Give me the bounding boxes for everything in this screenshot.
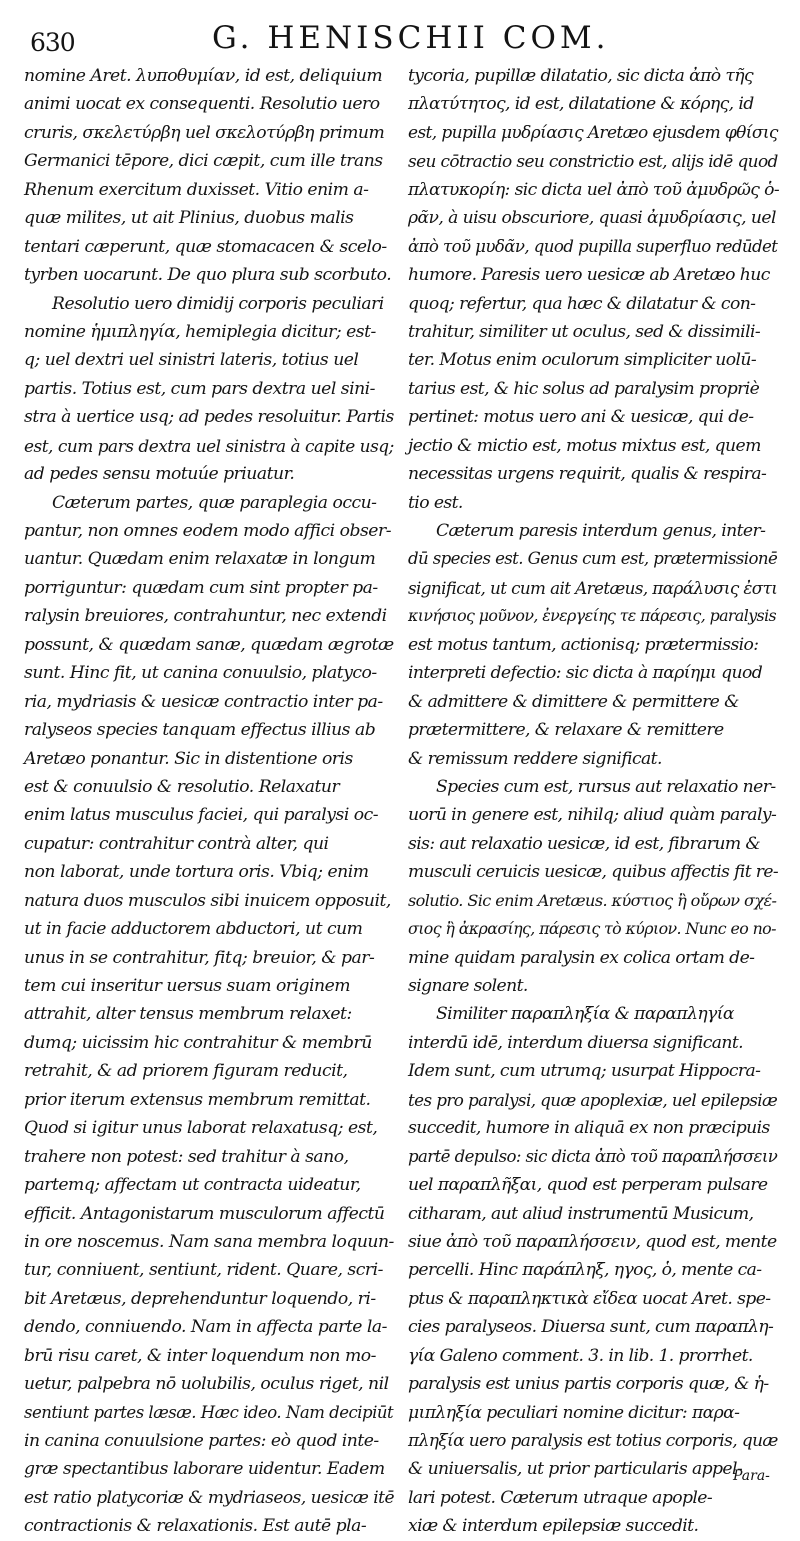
text-line: partis. Totius est, cum pars dextra uel sini- (24, 378, 375, 399)
text-line: partemq; affectam ut contracta uideatur, (24, 1175, 361, 1196)
page-number: 630 (30, 28, 75, 57)
text-line: tem cui inseritur uersus suam originem (24, 976, 351, 996)
text-line: cupatur: contrahitur contrà alter, qui (24, 833, 329, 854)
text-line: sunt. Hinc fit, ut canina conuulsio, platyco- (24, 663, 377, 684)
text-line: succedit, humore in aliquā ex non præcipuis (408, 1118, 770, 1139)
page-header (0, 20, 800, 68)
text-line: Quod si igitur unus laborat relaxatusq; est, (24, 1118, 378, 1139)
text-line: ρᾶν, à uisu obscuriore, quasi ἀμυδρίασις, uel (408, 208, 776, 229)
catchword: Para- (733, 1468, 770, 1484)
text-line: πληξία uero paralysis est totius corporis, quæ (408, 1431, 778, 1451)
text-line: Cæterum paresis interdum genus, inter- (436, 521, 766, 541)
text-line: solutio. Sic enim Aretæus. κύστιος ἢ οὔρων σχέ- (408, 890, 777, 910)
text-line: Rhenum exercitum duxisset. Vitio enim a- (24, 179, 369, 200)
text-line: brū risu caret, & inter loquendum non mo- (24, 1345, 376, 1366)
text-line: dendo, conniuendo. Nam in affecta parte la- (24, 1317, 387, 1338)
text-line: dū species est. Genus cum est, prætermissionē (408, 549, 778, 569)
text-line: pantur, non omnes eodem modo affici obser- (24, 521, 392, 541)
text-line: cruris, σκελετύρβη uel σκελοτύρβη primum (24, 122, 385, 143)
text-line: sis: aut relaxatio uesicæ, id est, fibrarum & (408, 833, 761, 854)
text-line: tyrben uocarunt. De quo plura sub scorbuto. (24, 265, 392, 286)
text-line: q; uel dextri uel sinistri lateris, totius uel (24, 350, 359, 371)
text-line: humore. Paresis uero uesicæ ab Aretæo huc (408, 265, 770, 286)
text-line: significat, ut cum ait Aretæus, παράλυσις ἐστι (408, 577, 778, 598)
text-line: paralysis est unius partis corporis quæ, & ἡ- (408, 1374, 769, 1395)
text-line: tentari cæperunt, quæ stomacacen & scelo- (24, 236, 387, 257)
text-line: ralysin breuiores, contrahuntur, nec extendi (24, 606, 387, 627)
text-line: & remissum reddere significat. (408, 748, 662, 769)
text-line: interdū idē, interdum diuersa significant. (408, 1032, 744, 1053)
text-line: uel παραπλῆξαι, quod est perperam pulsare (408, 1175, 768, 1196)
text-line: tur, conniuent, sentiunt, rident. Quare, scri- (24, 1260, 383, 1281)
text-line: porriguntur: quædam cum sint propter pa- (24, 577, 378, 598)
text-line: siue ἀπὸ τοῦ παραπλήσσειν, quod est, mente (408, 1231, 777, 1252)
text-line: musculi ceruicis uesicæ, quibus affectis fit re- (408, 862, 779, 883)
text-line: tycoria, pupillæ dilatatio, sic dicta ἀπὸ τῆς (408, 66, 754, 86)
text-line: citharam, aut aliud instrumentū Musicum, (408, 1203, 754, 1224)
text-line: dumq; uicissim hic contrahitur & membrū (24, 1032, 372, 1053)
text-line: κινήσιος μοῦνον, ἐνεργείης τε πάρεσις, paralysis (408, 606, 777, 626)
text-line: enim latus musculus faciei, qui paralysi oc- (24, 805, 379, 826)
text-line: prætermittere, & relaxare & remittere (408, 720, 724, 741)
text-line: ter. Motus enim oculorum simpliciter uolū- (408, 350, 757, 371)
text-line: tarius est, & hic solus ad paralysim propriè (408, 378, 760, 399)
running-title: G. HENISCHII COM. (212, 20, 610, 56)
text-line: & admittere & dimittere & permittere & (408, 691, 739, 712)
text-line: efficit. Antagonistarum musculorum affectū (24, 1203, 385, 1224)
text-line: mine quidam paralysin ex colica ortam de- (408, 947, 755, 968)
text-line: nomine ἡμιπληγία, hemiplegia dicitur; est- (24, 321, 376, 342)
text-line: non laborat, unde tortura oris. Vbiq; enim (24, 862, 369, 883)
text-line: signare solent. (408, 976, 528, 996)
text-line: est, pupilla μυδρίασις Aretæo ejusdem φθίσις (408, 122, 778, 143)
text-line: jectio & mictio est, motus mixtus est, quem (408, 435, 761, 456)
text-line: ut in facie adductorem abductori, ut cum (24, 919, 363, 940)
text-line: nomine Aret. λυποθυμίαν, id est, deliquium (24, 66, 383, 86)
text-line: quæ milites, ut ait Plinius, duobus malis (24, 208, 354, 229)
text-line: animi uocat ex consequenti. Resolutio uero (24, 94, 380, 115)
text-line: stra à uertice usq; ad pedes resoluitur. Partis (24, 407, 394, 428)
text-line: Similiter παραπληξία & παραπληγία (436, 1004, 734, 1025)
text-line: contractionis & relaxationis. Est autē pla- (24, 1516, 367, 1537)
right-column (408, 62, 780, 1541)
text-line: Resolutio uero dimidij corporis peculiari (52, 293, 384, 314)
text-line: interpreti defectio: sic dicta à παρίημι quod (408, 663, 763, 684)
text-line: percelli. Hinc παράπληξ, ηγος, ὁ, mente ca- (408, 1260, 762, 1281)
text-line: bit Aretæus, deprehenduntur loquendo, ri- (24, 1288, 376, 1309)
text-line: quoq; refertur, qua hæc & dilatatur & con- (408, 293, 756, 314)
text-line: πλατυκορίη: sic dicta uel ἀπὸ τοῦ ἀμυδρῶς ὁ- (408, 179, 780, 200)
text-line: possunt, & quædam sanæ, quædam ægrotæ (24, 634, 394, 655)
text-line: πλατύτητος, id est, dilatatione & κόρης, id (408, 94, 754, 115)
text-line: est & conuulsio & resolutio. Relaxatur (24, 776, 340, 797)
text-line: ralyseos species tanquam effectus illius ab (24, 720, 376, 741)
text-line: est motus tantum, actionisq; prætermissio: (408, 634, 759, 655)
text-line: uorū in genere est, nihilq; aliud quàm paraly- (408, 805, 777, 826)
text-line: unus in se contrahitur, fitq; breuior, & par- (24, 947, 375, 968)
text-line: σιος ἢ ἀκρασίης, πάρεσις τὸ κύριον. Nunc eo no- (408, 919, 776, 939)
text-line: sentiunt partes læsæ. Hæc ideo. Nam decipiūt (24, 1402, 394, 1422)
text-line: Germanici tēpore, dici cæpit, cum ille trans (24, 151, 383, 172)
text-line: Species cum est, rursus aut relaxatio ner- (436, 776, 776, 797)
text-line: xiæ & interdum epilepsiæ succedit. (408, 1516, 699, 1537)
text-line: tes pro paralysi, quæ apoplexiæ, uel epilepsiæ (408, 1089, 778, 1110)
text-line: ria, mydriasis & uesicæ contractio inter pa- (24, 691, 383, 712)
text-line: μιπληξία peculiari nomine dicitur: παρα- (408, 1402, 740, 1423)
text-line: seu cōtractio seu constrictio est, alijs idē quod (408, 151, 778, 172)
text-line: γία Galeno comment. 3. in lib. 1. prorrhet. (408, 1345, 753, 1366)
text-line: lari potest. Cæterum utraque apople- (408, 1487, 713, 1508)
text-line: partē depulso: sic dicta ἀπὸ τοῦ παραπλήσσειν (408, 1146, 778, 1166)
text-line: Cæterum partes, quæ paraplegia occu- (52, 492, 377, 513)
text-line: retrahit, & ad priorem figuram reducit, (24, 1061, 348, 1082)
text-line: cies paralyseos. Diuersa sunt, cum παραπλη- (408, 1317, 774, 1338)
text-line: attrahit, alter tensus membrum relaxet: (24, 1004, 352, 1025)
text-line: græ spectantibus laborare uidentur. Eadem (24, 1459, 385, 1480)
text-line: Aretæo ponantur. Sic in distentione oris (24, 748, 353, 769)
text-line: tio est. (408, 492, 463, 513)
text-line: natura duos musculos sibi inuicem opposuit, (24, 890, 391, 911)
text-line: & uniuersalis, ut prior particularis appel- (408, 1459, 743, 1480)
left-column (24, 62, 396, 1541)
text-line: prior iterum extensus membrum remittat. (24, 1089, 371, 1110)
text-line: ad pedes sensu motuúe priuatur. (24, 464, 295, 485)
text-line: est, cum pars dextra uel sinistra à capite usq; (24, 435, 394, 456)
text-line: necessitas urgens requirit, qualis & respira- (408, 464, 767, 485)
text-line: pertinet: motus uero ani & uesicæ, qui de- (408, 407, 754, 428)
text-line: ptus & παραπληκτικὰ εἴδεα uocat Aret. spe- (408, 1288, 771, 1309)
text-line: ἀπὸ τοῦ μυδᾶν, quod pupilla superfluo redūdet (408, 236, 778, 256)
text-line: Idem sunt, cum utrumq; usurpat Hippocra- (408, 1061, 761, 1082)
text-line: est ratio platycoriæ & mydriaseos, uesicæ itē (24, 1487, 395, 1508)
text-line: in canina conuulsione partes: eò quod inte- (24, 1431, 379, 1451)
text-line: uetur, palpebra nō uolubilis, oculus riget, nil (24, 1374, 389, 1395)
text-line: in ore noscemus. Nam sana membra loquun- (24, 1231, 394, 1252)
text-line: trahere non potest: sed trahitur à sano, (24, 1146, 349, 1167)
text-line: uantur. Quædam enim relaxatæ in longum (24, 549, 376, 570)
text-line: trahitur, similiter ut oculus, sed & dissimili- (408, 321, 761, 342)
